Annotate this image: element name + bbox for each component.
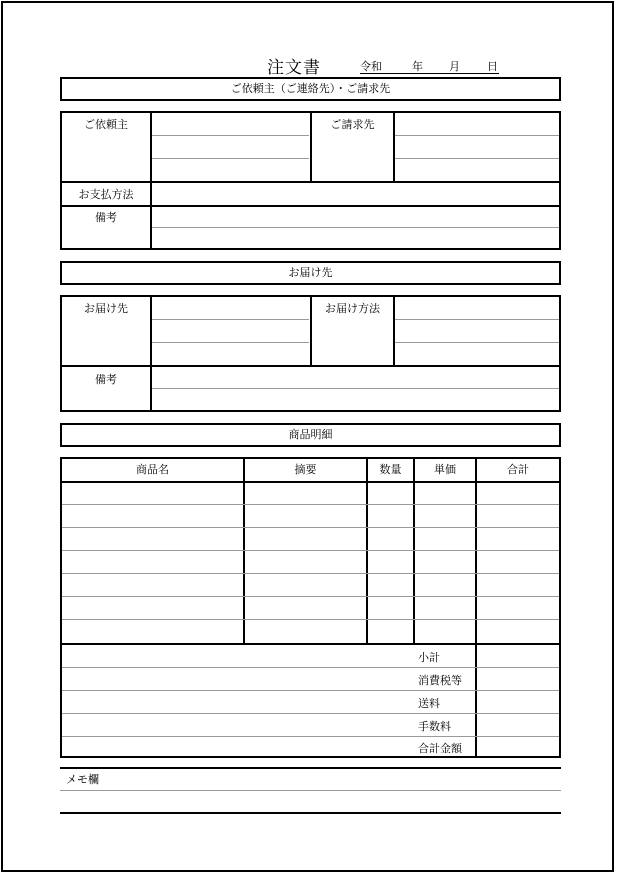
section-client-header: ご依頼主（ご連絡先）・ご請求先	[60, 77, 561, 101]
section-items-header: 商品明細	[60, 423, 561, 447]
date-field[interactable]	[360, 58, 499, 74]
client-remarks-input[interactable]	[152, 207, 559, 248]
era-label: 令和	[360, 60, 382, 73]
section-delivery-header: お届け先	[60, 261, 561, 285]
delivery-method-input[interactable]	[395, 297, 559, 365]
payment-input[interactable]	[152, 183, 559, 205]
fee-label: 手数料	[418, 720, 451, 733]
client-remarks-label: 備考	[95, 211, 117, 224]
month-unit: 月	[449, 60, 460, 73]
subtotal-label: 小計	[418, 651, 440, 664]
tax-label: 消費税等	[418, 674, 462, 687]
items-table	[60, 457, 561, 758]
client-label: ご依頼主	[84, 118, 128, 131]
delivery-method-label: お届け方法	[325, 302, 380, 315]
delivery-remarks-label: 備考	[95, 373, 117, 386]
summary-values-input[interactable]	[477, 645, 559, 756]
delivery-dest-label: お届け先	[84, 302, 128, 315]
column-header: 単価	[434, 463, 456, 476]
grand-total-label: 合計金額	[418, 742, 462, 755]
client-table	[60, 111, 561, 250]
day-unit: 日	[487, 60, 498, 73]
order-form-page	[1, 1, 614, 872]
delivery-table	[60, 295, 561, 412]
item-rows-input[interactable]	[62, 483, 559, 643]
billing-input[interactable]	[395, 113, 559, 181]
delivery-remarks-input[interactable]	[152, 367, 559, 410]
memo-label: メモ欄	[66, 773, 99, 786]
year-unit: 年	[412, 60, 423, 73]
column-header: 摘要	[294, 463, 317, 476]
payment-label: お支払方法	[78, 188, 134, 201]
column-header: 合計	[507, 463, 529, 476]
billing-label: ご請求先	[330, 118, 375, 131]
column-header: 数量	[379, 463, 402, 476]
document-title: 注文書	[267, 58, 321, 78]
memo-input[interactable]	[60, 769, 561, 812]
delivery-dest-input[interactable]	[152, 297, 310, 365]
client-input[interactable]	[152, 113, 310, 181]
memo-bottom-rule	[60, 812, 561, 814]
shipping-label: 送料	[418, 697, 440, 710]
column-header: 商品名	[136, 463, 169, 476]
